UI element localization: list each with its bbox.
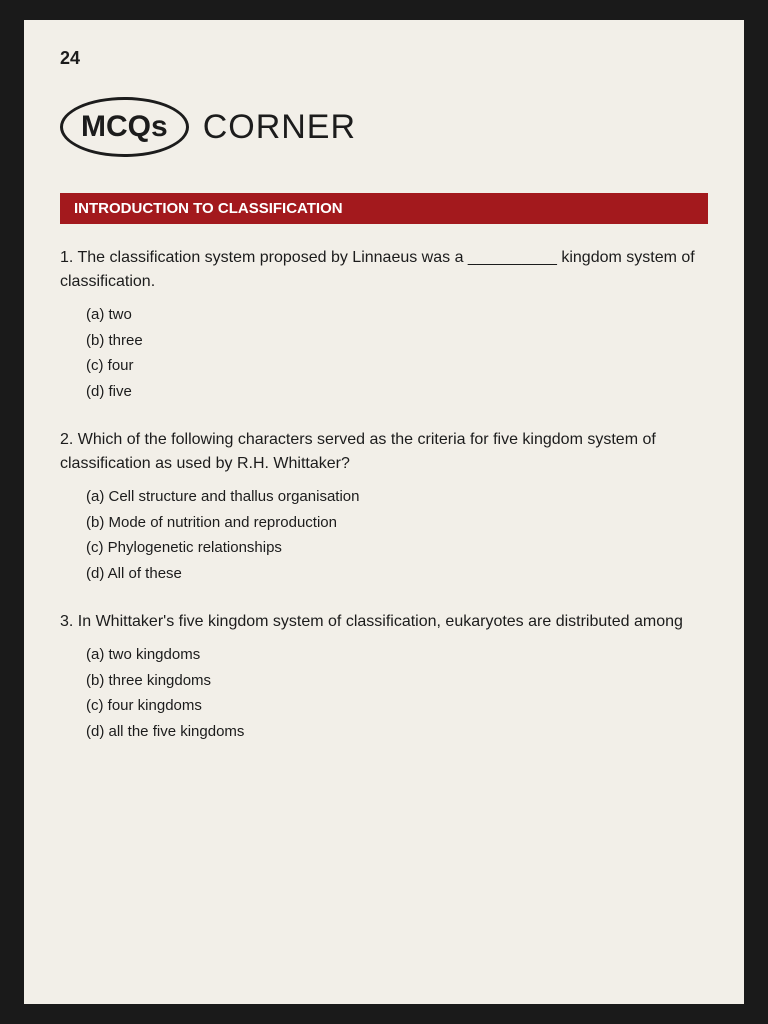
option: (d) All of these — [86, 564, 182, 582]
question-text: 2. Which of the following characters served as the criteria for five kingdom system of classification as used by R.H. Whittaker? — [60, 431, 656, 472]
page-number: 24 — [60, 48, 81, 68]
option: (a) Cell structure and thallus organisation — [86, 488, 360, 505]
option: (a) two kingdoms — [86, 646, 201, 663]
question-3 — [60, 610, 708, 744]
option: (c) four — [86, 357, 134, 374]
option: (b) three — [86, 331, 143, 349]
option: (b) Mode of nutrition and reproduction — [86, 513, 337, 531]
option-list — [60, 642, 708, 744]
question-text: 1. The classification system proposed by Linnaeus was a __________ kingdom system of classification. — [60, 249, 695, 290]
option-list — [60, 484, 708, 586]
mcq-corner-header — [60, 97, 708, 157]
textbook-page — [24, 20, 744, 1004]
option: (c) Phylogenetic relationships — [86, 539, 282, 556]
option: (a) two — [86, 306, 132, 323]
option-list — [60, 302, 708, 404]
option: (b) three kingdoms — [86, 671, 212, 689]
mcq-badge: MCQs — [60, 97, 189, 157]
question-2 — [60, 428, 708, 586]
question-1 — [60, 246, 708, 404]
question-text: 3. In Whittaker's five kingdom system of classification, eukaryotes are distributed among — [60, 613, 683, 630]
mcq-corner-title: CORNER — [202, 107, 357, 146]
option: (d) all the five kingdoms — [86, 722, 245, 740]
section-title: INTRODUCTION TO CLASSIFICATION — [60, 193, 708, 224]
option: (c) four kingdoms — [86, 697, 202, 714]
option: (d) five — [86, 382, 132, 400]
